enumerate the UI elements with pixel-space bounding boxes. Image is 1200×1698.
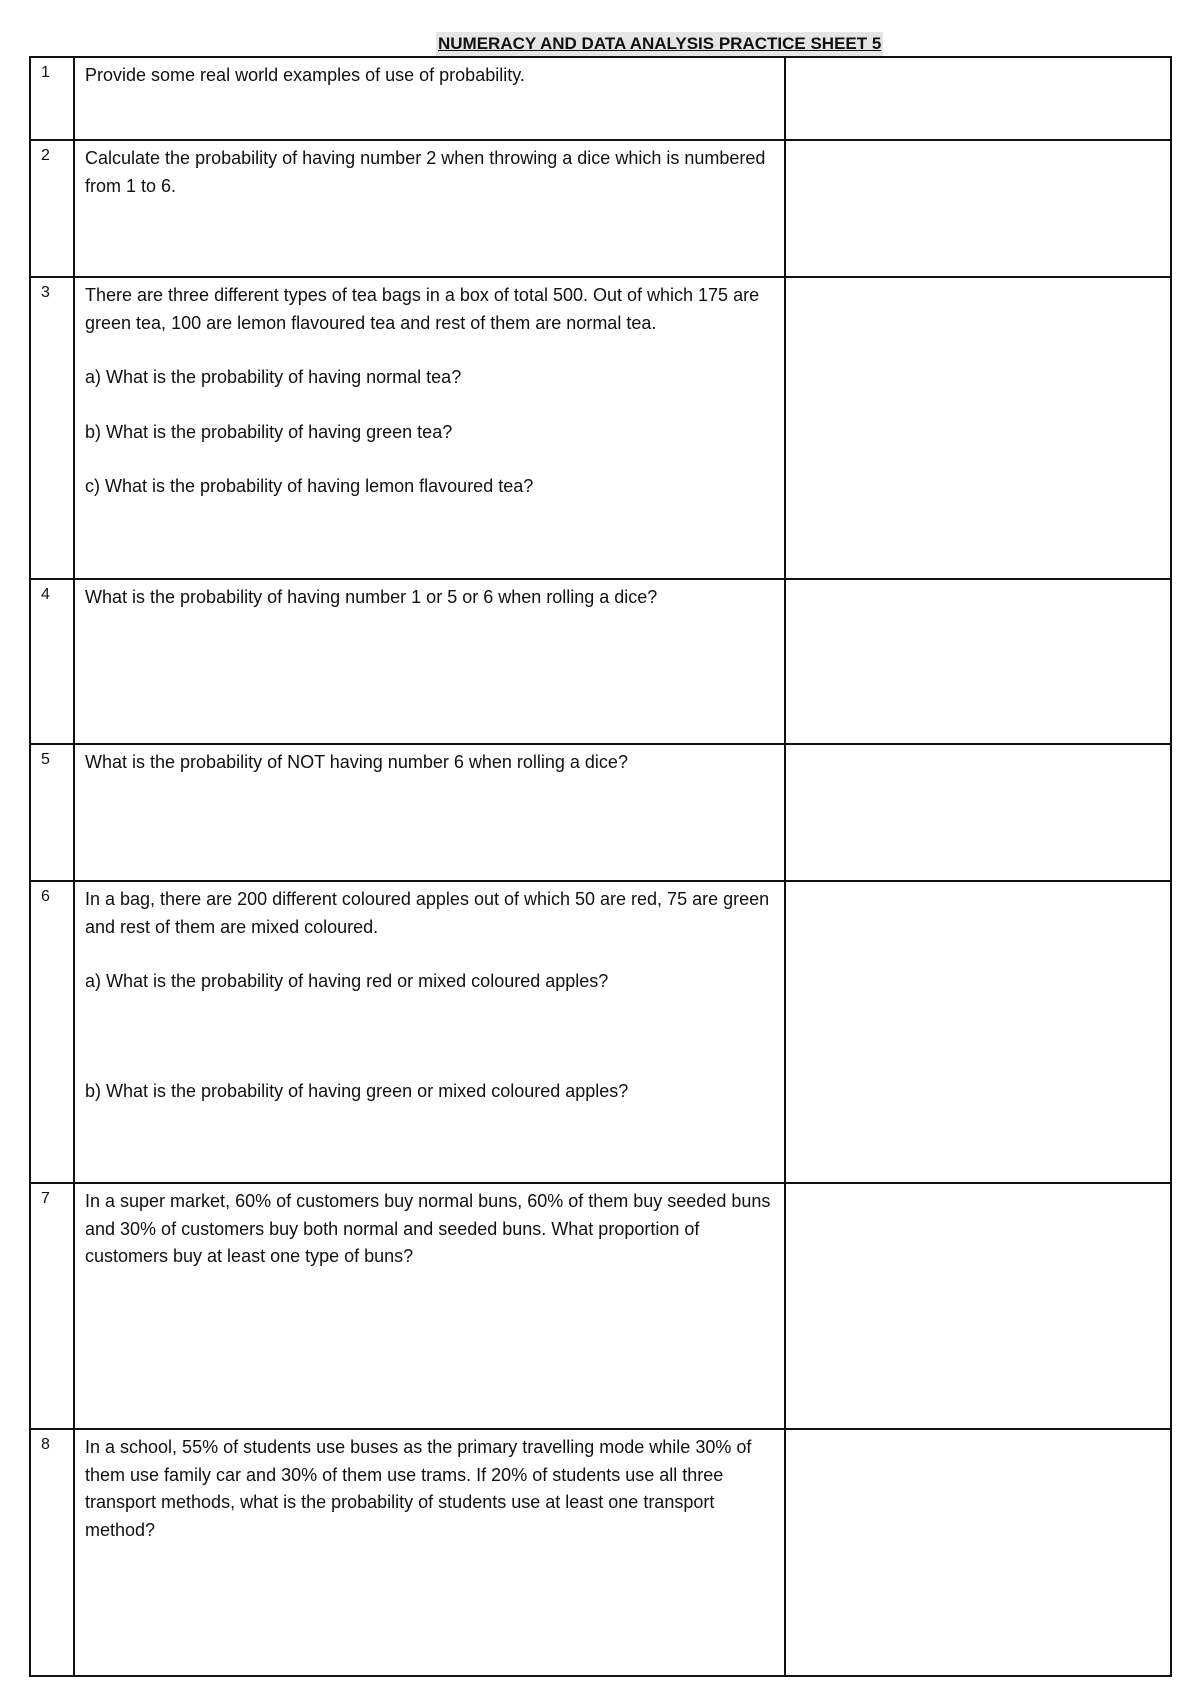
question-text: In a school, 55% of students use buses as the primary travelling mode while 30% of them use family car and 30% of them use trams. If 20% of students use all three transport methods, what is the probability of students use at least one transport method? <box>74 1429 785 1676</box>
question-text: Calculate the probability of having number 2 when throwing a dice which is numbered from 1 to 6. <box>74 140 785 277</box>
sub-question-a: a) What is the probability of having red or mixed coloured apples? <box>85 971 609 991</box>
answer-cell[interactable] <box>785 140 1171 277</box>
question-number: 1 <box>30 57 74 140</box>
table-row <box>30 881 1171 1183</box>
question-number: 8 <box>30 1429 74 1676</box>
table-row <box>30 140 1171 277</box>
answer-cell[interactable] <box>785 1429 1171 1676</box>
answer-cell[interactable] <box>785 277 1171 579</box>
sub-question-c: c) What is the probability of having lemon flavoured tea? <box>85 476 534 496</box>
sub-question-b: b) What is the probability of having green or mixed coloured apples? <box>85 1080 629 1101</box>
question-table <box>29 56 1172 1677</box>
sheet-title: NUMERACY AND DATA ANALYSIS PRACTICE SHEET 5 <box>436 32 883 56</box>
table-row <box>30 1429 1171 1676</box>
answer-cell[interactable] <box>785 881 1171 1183</box>
question-number: 5 <box>30 744 74 881</box>
question-text: In a super market, 60% of customers buy normal buns, 60% of them buy seeded buns and 30% of customers buy both normal and seeded buns. What proportion of customers buy at least one type of buns? <box>74 1183 785 1429</box>
table-row <box>30 1183 1171 1429</box>
question-text <box>74 881 785 1183</box>
question-text: What is the probability of NOT having number 6 when rolling a dice? <box>74 744 785 881</box>
table-row <box>30 744 1171 881</box>
sub-question-a: a) What is the probability of having normal tea? <box>85 367 462 387</box>
answer-cell[interactable] <box>785 579 1171 744</box>
question-number: 6 <box>30 881 74 1183</box>
answer-cell[interactable] <box>785 1183 1171 1429</box>
table-row <box>30 579 1171 744</box>
question-text <box>74 277 785 579</box>
question-text: What is the probability of having number 1 or 5 or 6 when rolling a dice? <box>74 579 785 744</box>
sub-question-b: b) What is the probability of having green tea? <box>85 421 453 442</box>
question-intro: In a bag, there are 200 different coloured apples out of which 50 are red, 75 are green and rest of them are mixed coloured. <box>85 889 770 937</box>
question-text: Provide some real world examples of use of probability. <box>74 57 785 140</box>
answer-cell[interactable] <box>785 744 1171 881</box>
table-row <box>30 57 1171 140</box>
question-number: 2 <box>30 140 74 277</box>
question-number: 3 <box>30 277 74 579</box>
question-number: 4 <box>30 579 74 744</box>
question-intro: There are three different types of tea bags in a box of total 500. Out of which 175 are green tea, 100 are lemon flavoured tea and rest of them are normal tea. <box>85 285 760 333</box>
question-number: 7 <box>30 1183 74 1429</box>
answer-cell[interactable] <box>785 57 1171 140</box>
table-row <box>30 277 1171 579</box>
